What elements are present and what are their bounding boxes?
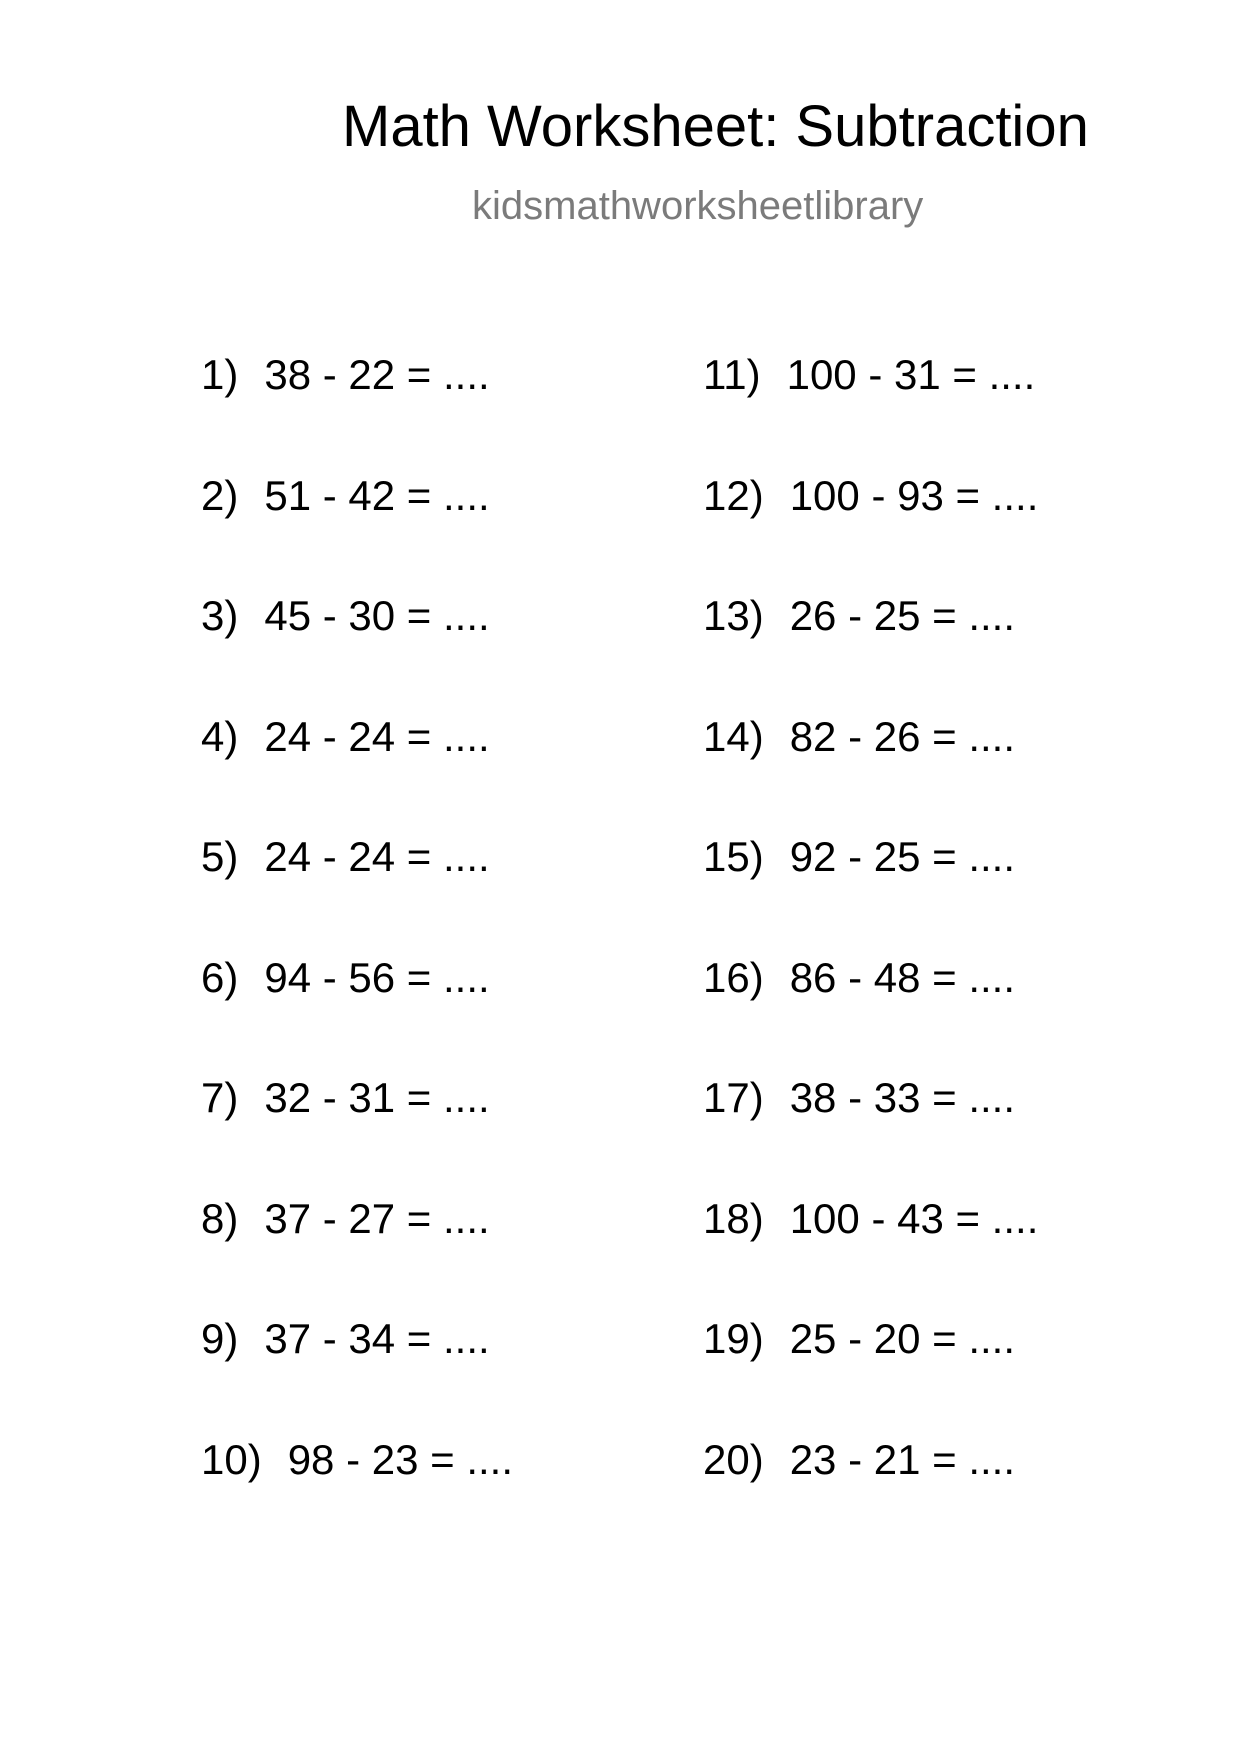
problem-expression: 32 - 31 = ....: [264, 1074, 490, 1121]
problem-8: [201, 1194, 513, 1319]
problem-number: 1): [201, 351, 239, 398]
problem-number: 8): [201, 1194, 239, 1242]
problem-expression: 98 - 23 = ....: [287, 1435, 514, 1483]
problem-10: [201, 1435, 514, 1560]
problem-expression: 86 - 48 = ....: [789, 953, 1016, 1001]
problem-2: [201, 471, 513, 596]
problem-expression: 100 - 31 = ....: [786, 351, 1036, 398]
problem-13: [703, 592, 1038, 716]
problem-number: 7): [201, 1074, 239, 1121]
problem-number: 4): [201, 712, 239, 760]
problem-expression: 92 - 25 = ....: [789, 833, 1016, 880]
problem-12: [703, 471, 1039, 596]
problem-expression: 24 - 24 = ....: [264, 833, 490, 880]
problems-right-column: [703, 351, 1039, 1559]
problem-expression: 82 - 26 = ....: [789, 712, 1016, 760]
problem-3: [201, 592, 513, 716]
problem-number: 10): [201, 1435, 262, 1483]
problem-number: 12): [703, 471, 764, 519]
problem-number: 13): [703, 592, 764, 639]
problem-expression: 23 - 21 = ....: [789, 1435, 1016, 1483]
problem-number: 17): [703, 1074, 764, 1121]
worksheet-source: kidsmathworksheetlibrary: [472, 184, 924, 228]
problem-14: [703, 712, 1038, 837]
problem-11: [703, 351, 1038, 475]
problem-number: 6): [201, 953, 239, 1001]
problem-7: [201, 1074, 513, 1198]
problem-expression: 25 - 20 = ....: [789, 1315, 1016, 1362]
problem-expression: 51 - 42 = ....: [264, 471, 490, 519]
problem-expression: 37 - 34 = ....: [264, 1315, 490, 1362]
problem-expression: 24 - 24 = ....: [264, 712, 490, 760]
problem-1: [201, 351, 513, 475]
problem-4: [201, 712, 513, 837]
problem-number: 9): [201, 1315, 239, 1362]
problem-number: 3): [201, 592, 239, 639]
problem-number: 14): [703, 712, 764, 760]
problem-number: 18): [703, 1194, 764, 1242]
problem-6: [201, 953, 513, 1078]
problem-expression: 94 - 56 = ....: [264, 953, 490, 1001]
problem-19: [703, 1315, 1038, 1439]
problem-expression: 38 - 33 = ....: [789, 1074, 1016, 1121]
problem-16: [703, 953, 1038, 1078]
problem-15: [703, 833, 1038, 957]
problem-18: [703, 1194, 1039, 1319]
problem-number: 20): [703, 1435, 764, 1483]
problem-number: 15): [703, 833, 764, 880]
problem-expression: 45 - 30 = ....: [264, 592, 490, 639]
problems-left-column: [201, 351, 514, 1559]
problem-number: 16): [703, 953, 764, 1001]
problem-9: [201, 1315, 513, 1439]
problem-5: [201, 833, 513, 957]
problem-number: 11): [703, 351, 761, 398]
problem-expression: 100 - 93 = ....: [789, 471, 1039, 519]
problem-expression: 26 - 25 = ....: [789, 592, 1016, 639]
problem-expression: 38 - 22 = ....: [264, 351, 490, 398]
problem-number: 19): [703, 1315, 764, 1362]
problem-20: [703, 1435, 1038, 1560]
worksheet-title: Math Worksheet: Subtraction: [342, 94, 1089, 159]
problem-number: 2): [201, 471, 239, 519]
problem-17: [703, 1074, 1038, 1198]
problem-expression: 37 - 27 = ....: [264, 1194, 490, 1242]
problem-number: 5): [201, 833, 239, 880]
problem-expression: 100 - 43 = ....: [789, 1194, 1039, 1242]
